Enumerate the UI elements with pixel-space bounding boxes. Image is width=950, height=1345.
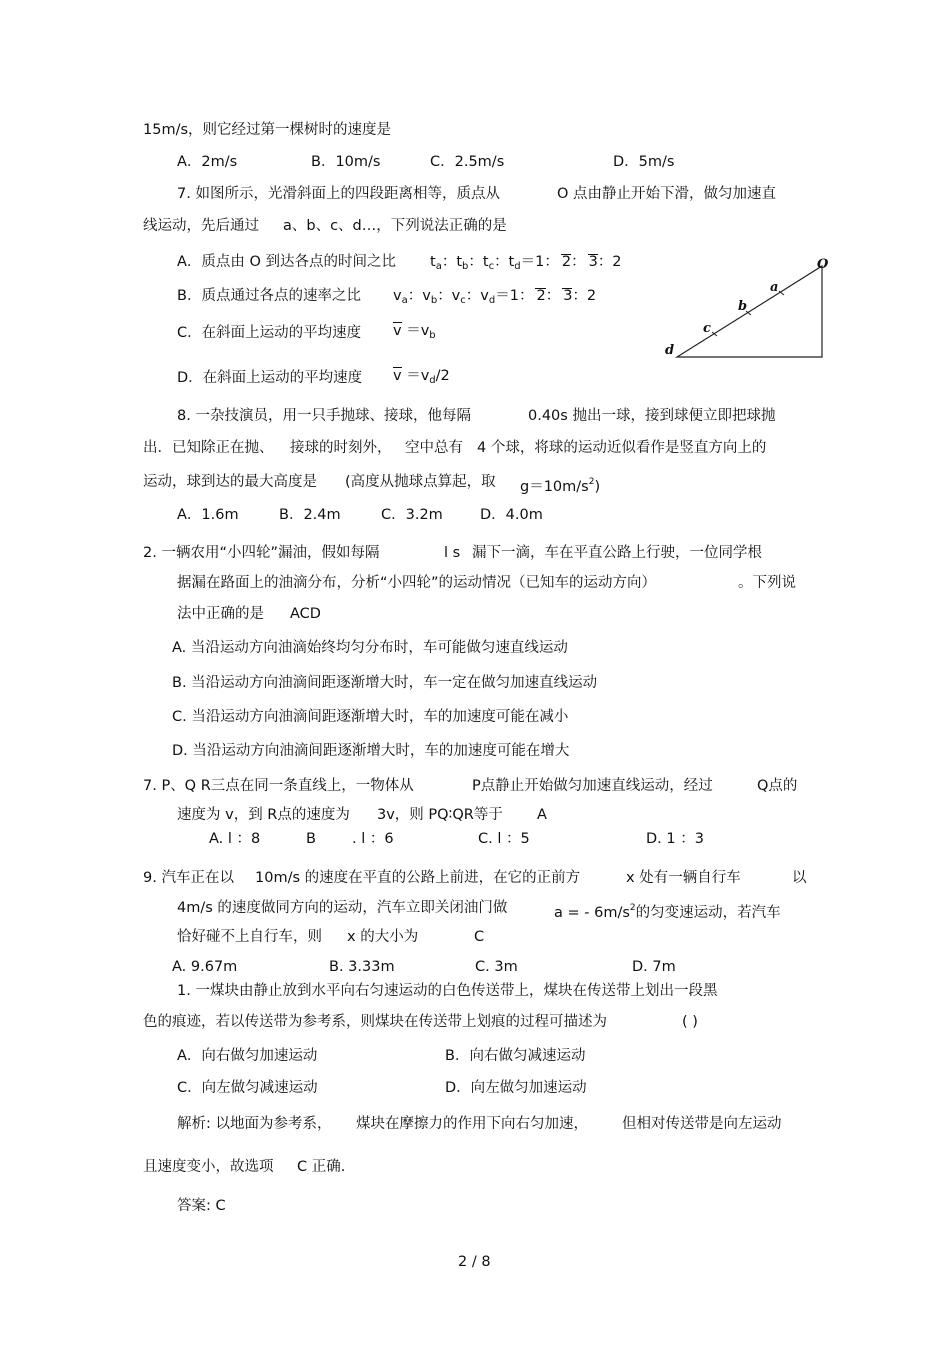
option-a: A. 9.67m	[172, 959, 238, 975]
average-velocity-c: $v =v_b$	[393, 323, 436, 341]
explanation-text: C 正确.	[297, 1159, 346, 1175]
answer-key: ACD	[290, 606, 321, 622]
option-d: D．在斜面上运动的平均速度	[177, 370, 363, 386]
label-o: O	[817, 257, 829, 272]
option-b: B．质点通过各点的速率之比	[177, 288, 361, 304]
option-a: A．1.6m	[177, 507, 239, 523]
option-b: B	[306, 831, 316, 847]
question-text: 。下列说	[738, 575, 796, 591]
question-text: a、b、c、d…，下列说法正确的是	[283, 218, 507, 234]
explanation-text: 解析: 以地面为参考系，	[177, 1116, 332, 1132]
option-d: D．向左做匀加速运动	[445, 1080, 587, 1096]
option-a: A. l ：8	[209, 831, 261, 847]
question-text: P点静止开始做匀加速直线运动，经过	[472, 778, 713, 794]
question-text: 线运动，先后通过	[143, 218, 259, 234]
question-text: 漏下一滴，车在平直公路上行驶，一位同学根	[472, 545, 762, 561]
option-c: C．在斜面上运动的平均速度	[177, 325, 362, 341]
label-d: d	[665, 343, 675, 358]
option-c: C．2.5m/s	[430, 154, 505, 170]
label-a: a	[770, 280, 779, 295]
question-text: 2. 一辆农用“小四轮”漏油，假如每隔	[143, 545, 380, 561]
question-text: 8. 一杂技演员，用一只手抛球、接球，他每隔	[177, 408, 471, 424]
question-text: Q点的	[757, 778, 798, 794]
explanation-text: 煤块在摩擦力的作用下向右匀加速，	[356, 1116, 588, 1132]
question-text: O 点由静止开始下滑，做匀加速直	[557, 186, 777, 202]
option-b: B. 当沿运动方向油滴间距逐渐增大时，车一定在做匀加速直线运动	[172, 675, 598, 691]
question-text: 接球的时刻外，	[290, 440, 392, 456]
question-text: 7. P、Q R三点在同一条直线上，一物体从	[143, 778, 414, 794]
question-text: 速度为 v，到 R点的速度为	[177, 807, 350, 823]
option-b: B．10m/s	[311, 154, 381, 170]
label-c: c	[703, 321, 711, 336]
option-a: A. 当沿运动方向油滴始终均匀分布时，车可能做匀速直线运动	[172, 640, 568, 656]
option-c: C．3.2m	[381, 507, 443, 523]
explanation-text: 但相对传送带是向左运动	[622, 1116, 782, 1132]
question-text: 色的痕迹，若以传送带为参考系，则煤块在传送带上划痕的过程可描述为	[143, 1014, 607, 1030]
option-a: A．向右做匀加速运动	[177, 1048, 318, 1064]
speed-ratio: $v_a$：$v_b$：$v_c$：$v_d=1$： 2： 3：2	[393, 288, 597, 306]
question-text: 1. 一煤块由静止放到水平向右匀速运动的白色传送带上，煤块在传送带上划出一段黑	[177, 983, 718, 999]
question-text: 7. 如图所示，光滑斜面上的四段距离相等，质点从	[177, 186, 500, 202]
option-c: C. l ：5	[478, 831, 530, 847]
average-velocity-d: $v =v_d/2$	[393, 368, 450, 386]
question-text: 3v，则 PQ∶QR等于	[377, 807, 503, 823]
answer-text: 答案: C	[177, 1198, 226, 1214]
option-c: C. 3m	[475, 959, 518, 975]
question-text: x 处有一辆自行车	[626, 870, 741, 886]
option-d: D. 1 ：3	[646, 831, 704, 847]
option-d: D．5m/s	[613, 154, 675, 170]
question-text: 出．已知除正在抛、	[143, 440, 274, 456]
gravity-value: $g=10m/s^2$)	[520, 477, 601, 495]
incline-diagram	[655, 250, 840, 365]
question-text: 空中总有	[405, 440, 463, 456]
incline-triangle	[677, 266, 822, 357]
question-text: 据漏在路面上的油滴分布，分析“小四轮”的运动情况（已知车的运动方向）	[177, 575, 657, 591]
option-a: A．2m/s	[177, 154, 238, 170]
option-b: B. 3.33m	[329, 959, 395, 975]
question-text: (高度从抛球点算起，取	[345, 474, 496, 490]
question-text: 4m/s 的速度做同方向的运动，汽车立即关闭油门做	[177, 900, 508, 916]
answer-blank: ( )	[682, 1014, 698, 1030]
answer-key: A	[537, 807, 547, 823]
question-text: 法中正确的是	[177, 606, 264, 622]
option-b-text: . l ：6	[352, 831, 394, 847]
answer-key: C	[474, 929, 485, 945]
text-line: 15m/s，则它经过第一棵树时的速度是	[143, 122, 392, 138]
option-a: A．质点由 O 到达各点的时间之比	[177, 254, 397, 270]
question-text: 运动，球到达的最大高度是	[143, 474, 317, 490]
question-text: 恰好碰不上自行车，则	[177, 929, 322, 945]
option-b: B．向右做匀减速运动	[445, 1048, 586, 1064]
question-text: 4 个球，将球的运动近似看作是竖直方向上的	[477, 440, 767, 456]
question-text: 9. 汽车正在以	[143, 870, 234, 886]
label-b: b	[738, 299, 748, 314]
time-ratio: $t_a$：$t_b$：$t_c$：$t_d=1$： 2： 3：2	[430, 254, 622, 272]
question-text: x 的大小为	[347, 929, 419, 945]
option-d: D．4.0m	[480, 507, 543, 523]
question-text: 0.40s 抛出一球，接到球便立即把球抛	[528, 408, 776, 424]
explanation-text: 且速度变小，故选项	[143, 1159, 274, 1175]
question-text: l s	[444, 545, 461, 561]
question-text: 10m/s 的速度在平直的公路上前进，在它的正前方	[255, 870, 581, 886]
option-c: C．向左做匀减速运动	[177, 1080, 318, 1096]
option-c: C. 当沿运动方向油滴间距逐渐增大时，车的加速度可能在减小	[172, 709, 569, 725]
page-number: 2 / 8	[458, 1254, 491, 1270]
option-d: D. 当沿运动方向油滴间距逐渐增大时，车的加速度可能在增大	[172, 743, 570, 759]
option-d: D. 7m	[632, 959, 676, 975]
acceleration-value: a = - $6m/s^2$的匀变速运动，若汽车	[554, 903, 781, 921]
option-b: B．2.4m	[279, 507, 341, 523]
question-text: 以	[792, 870, 807, 886]
